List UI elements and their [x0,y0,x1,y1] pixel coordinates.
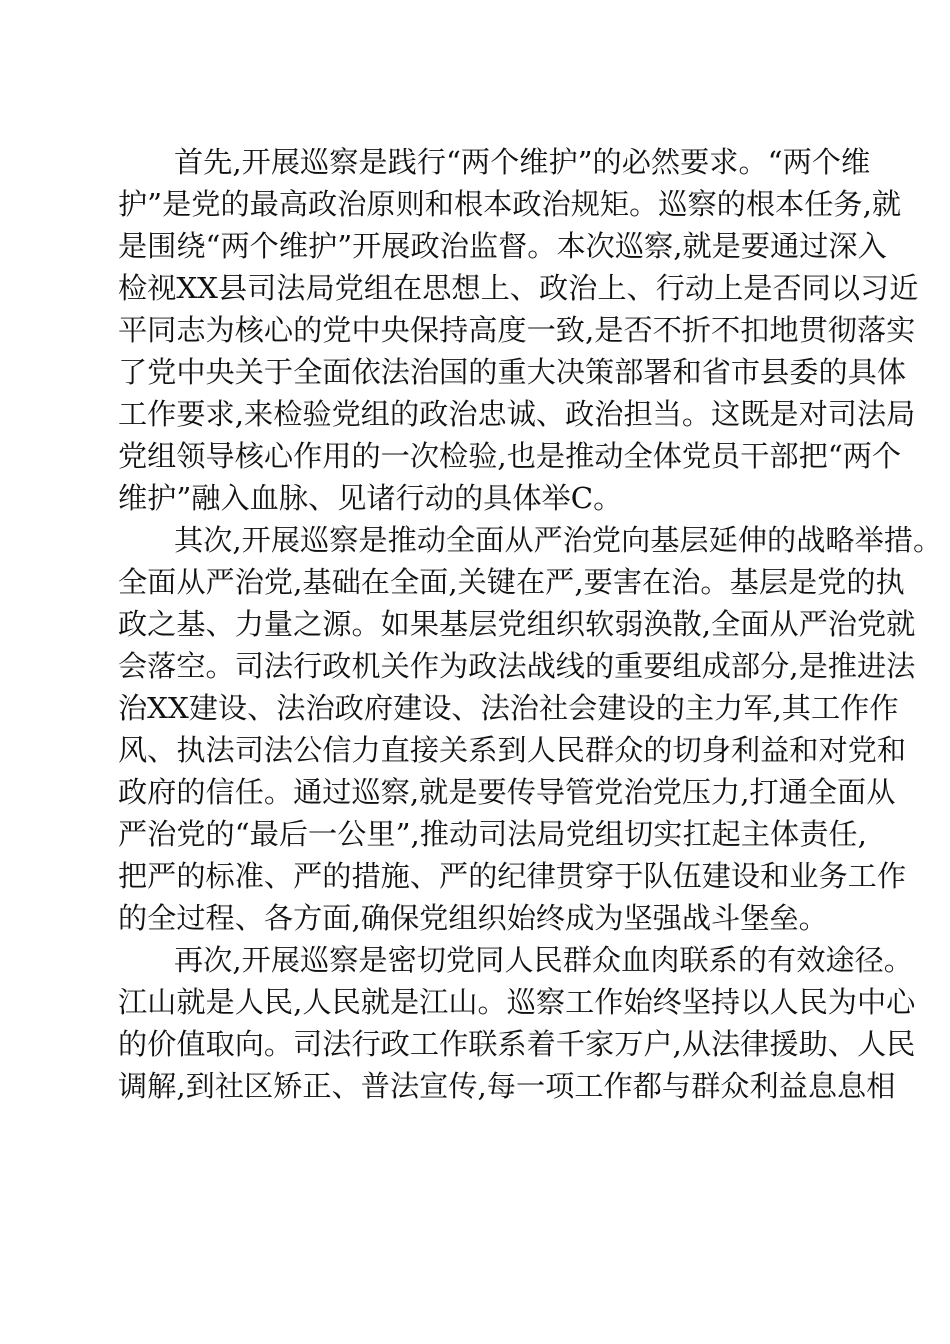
text-line: 政之基、力量之源。如果基层党组织软弱涣散,全面从严治党就 [118,607,916,641]
text-line: 的价值取向。司法行政工作联系着千家万户,从法律援助、人民 [118,1027,916,1061]
paragraph-1 [118,141,919,519]
text-line: 检视XX县司法局党组在思想上、政治上、行动上是否同以习近 [118,271,919,305]
text-line: 风、执法司法公信力直接关系到人民群众的切身利益和对党和 [118,733,907,767]
text-line: 平同志为核心的党中央保持高度一致,是否不折不扣地贯彻落实 [118,313,916,347]
text-line: 调解,到社区矫正、普法宣传,每一项工作都与群众利益息息相 [118,1069,896,1103]
text-line: 全面从严治党,基础在全面,关键在严,要害在治。基层是党的执 [118,565,905,599]
text-line: 江山就是人民,人民就是江山。巡察工作始终坚持以人民为中心 [118,985,916,1019]
text-line: 把严的标准、严的措施、严的纪律贯穿于队伍建设和业务工作 [118,859,907,893]
paragraph-3 [118,939,916,1107]
text-line: 严治党的“最后一公里”,推动司法局党组切实扛起主体责任, [118,817,867,851]
text-line: 再次,开展巡察是密切党同人民群众血肉联系的有效途径。 [174,943,913,977]
text-line: 会落空。司法行政机关作为政法战线的重要组成部分,是推进法 [118,649,916,683]
text-line: 其次,开展巡察是推动全面从严治党向基层延伸的战略举措。 [174,523,943,557]
text-line: 护”是党的最高政治原则和根本政治规矩。巡察的根本任务,就 [118,187,902,221]
text-line: 首先,开展巡察是践行“两个维护”的必然要求。“两个维 [174,145,871,179]
text-line: 维护”融入血脉、见诸行动的具体举C。 [118,481,623,515]
text-line: 了党中央关于全面依法治国的重大决策部署和省市县委的具体 [118,355,907,389]
text-line: 政府的信任。通过巡察,就是要传导管党治党压力,打通全面从 [118,775,896,809]
paragraph-2 [118,519,943,939]
text-line: 的全过程、各方面,确保党组织始终成为坚强战斗堡垒。 [118,901,828,935]
text-line: 是围绕“两个维护”开展政治监督。本次巡察,就是要通过深入 [118,229,887,263]
text-line: 党组领导核心作用的一次检验,也是推动全体党员干部把“两个 [118,439,902,473]
document-body [118,141,943,1107]
text-line: 工作要求,来检验党组的政治忠诚、政治担当。这既是对司法局 [118,397,916,431]
text-line: 治XX建设、法治政府建设、法治社会建设的主力军,其工作作 [118,691,899,725]
